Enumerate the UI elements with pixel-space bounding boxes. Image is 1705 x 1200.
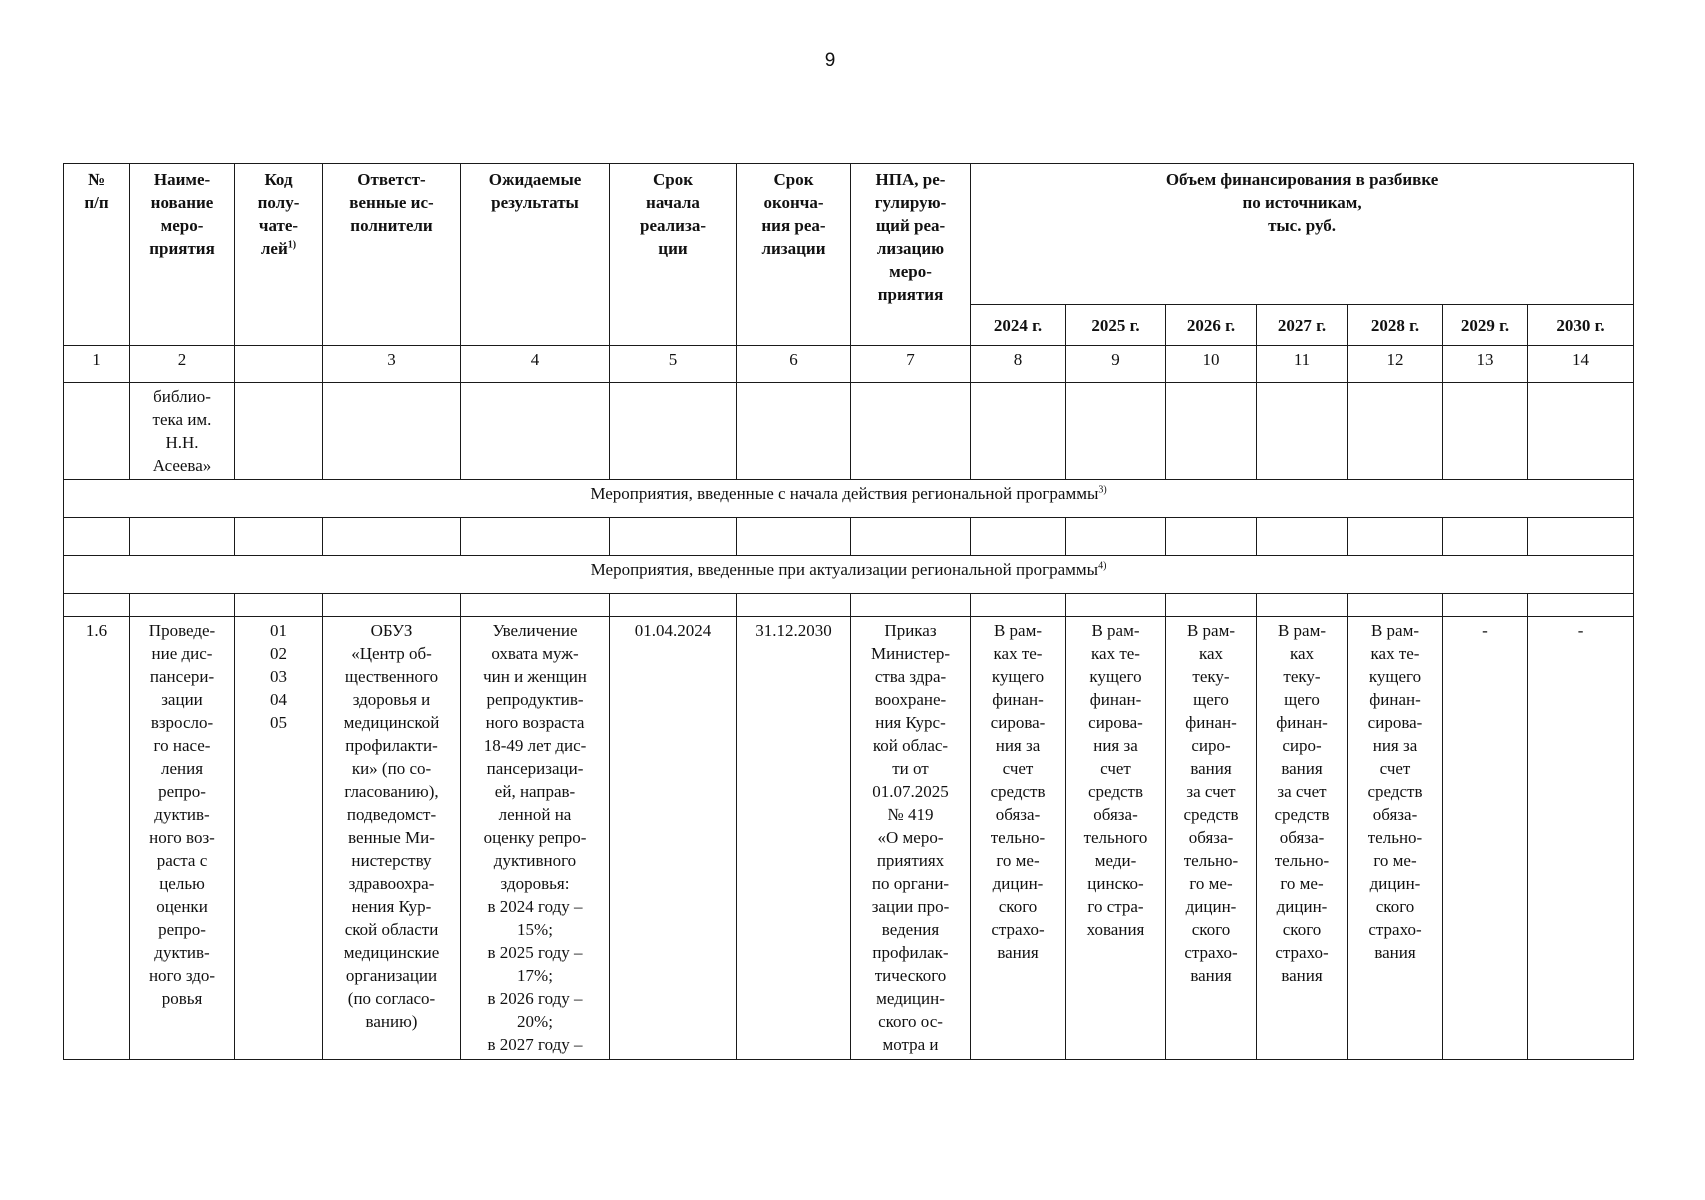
col-number: 6 [737,346,851,383]
col-number: 1 [64,346,130,383]
header-npa: НПА, ре- гулирую- щий реа- лизацию меро- приятия [851,164,971,346]
section-heading-2-sup: 4) [1098,560,1107,572]
year-2029: 2029 г. [1443,305,1528,346]
cell [461,383,610,480]
col-number: 3 [323,346,461,383]
cell [1528,383,1634,480]
col-number: 4 [461,346,610,383]
cell [1257,518,1348,556]
empty-row [64,518,1634,556]
header-name: Наиме- нование меро- приятия [130,164,235,346]
cell [1348,518,1443,556]
executors: ОБУЗ «Центр об- щественного здоровья и медицинской профилакти- ки» (по со- гласованию), подведомст- венные Ми- нистерству здравоохра- нения Кур- ской области медицинские организации (по согласо- ванию) [323,617,461,1060]
cell [1166,383,1257,480]
npa: Приказ Министер- ства здра- воохране- ния Курс- кой облас- ти от 01.07.2025 № 419 «О меро- приятиях по органи- зации про- ведения профилак- тического медицин- ского ос- мотра и [851,617,971,1060]
col-number: 8 [971,346,1066,383]
section-row-2 [64,556,1634,594]
header-code-sup: 1) [287,239,297,251]
cell [1066,518,1166,556]
end-date: 31.12.2030 [737,617,851,1060]
activity-name: Проведе- ние дис- пансери- зации взросло- го насе- ления репро- дуктив- ного воз- раста с целью оценки репро- дуктив- ного здо- ровья [130,617,235,1060]
cell [971,383,1066,480]
cell [971,594,1066,617]
year-2025: 2025 г. [1066,305,1166,346]
activities-table [63,163,1634,1060]
col-number: 11 [1257,346,1348,383]
col-number [235,346,323,383]
continued-row [64,383,1634,480]
header-end: Срок оконча- ния реа- лизации [737,164,851,346]
section-heading-1-sup: 3) [1098,484,1107,496]
section-heading-2-text: Мероприятия, введенные при актуализации региональной программы [590,560,1099,579]
funding-2030: - [1528,617,1634,1060]
cell [851,383,971,480]
recipient-codes: 01 02 03 04 05 [235,617,323,1060]
cell [130,518,235,556]
cell [323,383,461,480]
col-number: 14 [1528,346,1634,383]
cell [1257,383,1348,480]
funding-2026: В рам- ках теку- щего финан- сиро- вания за счет средств обяза- тельно- го ме- дицин- ского страхо- вания [1166,617,1257,1060]
cell [64,383,130,480]
col-number: 12 [1348,346,1443,383]
cell [1528,518,1634,556]
year-2027: 2027 г. [1257,305,1348,346]
col-number: 13 [1443,346,1528,383]
page-number: 9 [824,50,836,71]
header-start: Срок начала реализа- ции [610,164,737,346]
cell [1443,383,1528,480]
col-number: 7 [851,346,971,383]
col-number: 5 [610,346,737,383]
year-2028: 2028 г. [1348,305,1443,346]
expected-results: Увеличение охвата муж- чин и женщин репродуктив- ного возраста 18-49 лет дис- пансеризаци- ей, направ- ленной на оценку репро- дуктивного здоровья: в 2024 году – 15%; в 2025 году – 17%; в 2026 году – 20%; в 2027 году – [461,617,610,1060]
year-2026: 2026 г. [1166,305,1257,346]
cell [1348,594,1443,617]
header-code [235,164,323,346]
cell [851,594,971,617]
continued-name: библио- тека им. Н.Н. Асеева» [130,383,235,480]
cell [610,594,737,617]
header-funding: Объем финансирования в разбивке по источникам, тыс. руб. [971,164,1634,305]
col-number: 10 [1166,346,1257,383]
cell [64,594,130,617]
cell [64,518,130,556]
table-row [64,617,1634,1060]
header-num: № п/п [64,164,130,346]
section-heading-1 [64,480,1634,518]
cell [1166,594,1257,617]
section-row-1 [64,480,1634,518]
cell [1443,594,1528,617]
cell [1066,594,1166,617]
row-number: 1.6 [64,617,130,1060]
year-2030: 2030 г. [1528,305,1634,346]
cell [971,518,1066,556]
cell [610,518,737,556]
start-date: 01.04.2024 [610,617,737,1060]
cell [851,518,971,556]
numbering-row [64,346,1634,383]
header-executors: Ответст- венные ис- полнители [323,164,461,346]
year-2024: 2024 г. [971,305,1066,346]
col-number: 2 [130,346,235,383]
section-heading-1-text: Мероприятия, введенные с начала действия региональной программы [590,484,1099,503]
header-row [64,164,1634,305]
funding-2027: В рам- ках теку- щего финан- сиро- вания за счет средств обяза- тельно- го ме- дицин- ского страхо- вания [1257,617,1348,1060]
funding-2024: В рам- ках те- кущего финан- сирова- ния за счет средств обяза- тельно- го ме- дицин- ского страхо- вания [971,617,1066,1060]
cell [737,518,851,556]
cell [737,383,851,480]
funding-2028: В рам- ках те- кущего финан- сирова- ния за счет средств обяза- тельно- го ме- дицин- ского страхо- вания [1348,617,1443,1060]
cell [323,594,461,617]
spacer-row [64,594,1634,617]
cell [461,594,610,617]
cell [323,518,461,556]
cell [235,383,323,480]
cell [461,518,610,556]
cell [1443,518,1528,556]
col-number: 9 [1066,346,1166,383]
cell [1348,383,1443,480]
cell [1528,594,1634,617]
cell [1066,383,1166,480]
header-results: Ожидаемые результаты [461,164,610,346]
cell [130,594,235,617]
funding-2029: - [1443,617,1528,1060]
cell [235,518,323,556]
cell [737,594,851,617]
cell [235,594,323,617]
cell [1166,518,1257,556]
cell [610,383,737,480]
header-code-text: Код полу- чате- лей [257,170,300,258]
cell [1257,594,1348,617]
funding-2025: В рам- ках те- кущего финан- сирова- ния за счет средств обяза- тельного меди- цинско- го стра- хования [1066,617,1166,1060]
section-heading-2 [64,556,1634,594]
